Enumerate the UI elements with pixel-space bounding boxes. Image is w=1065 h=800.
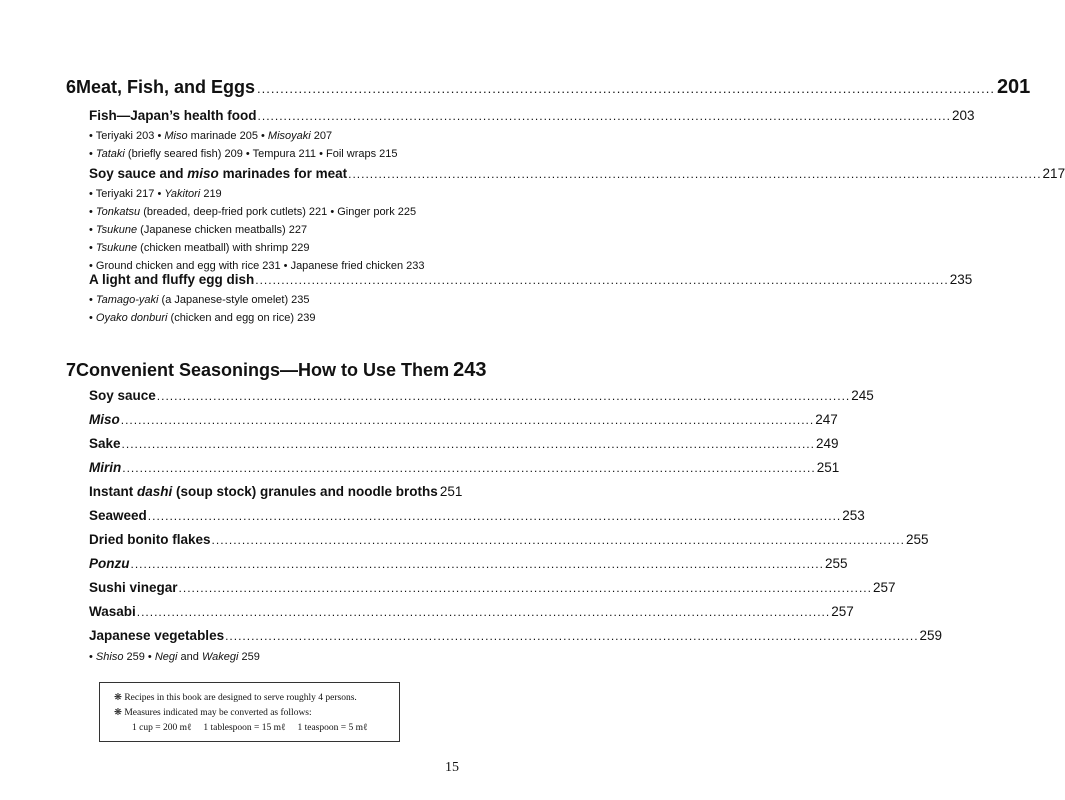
recipe-list [89,291,429,327]
entry-page: 257 [831,604,854,619]
recipe-item: 207 [310,130,333,142]
toc-entry-miso[interactable] [89,412,838,436]
recipe-item-italic: Tsukune [95,242,138,254]
toc-entry-wasabi[interactable] [89,604,854,628]
chapter-page: 243 [453,359,487,381]
conversion-teaspoon: 1 teaspoon = 5 mℓ [297,723,368,733]
entry-page: 249 [815,436,839,451]
section-page: 217 [1042,166,1065,181]
entry-label-italic: Ponzu [89,556,130,571]
recipe-line: • Tsukune (chicken meatball) with shrimp 229 [89,242,310,254]
toc-entry-seaweed[interactable] [89,508,865,532]
label-part: Instant [89,484,138,499]
section-page: 203 [951,108,975,123]
entry-page: 257 [872,580,896,595]
recipe-item-italic: Miso [164,130,188,142]
recipe-line: • Tonkatsu (breaded, deep-fried pork cutlets) 221 • Ginger pork 225 [89,206,417,218]
leader-dots [258,109,951,123]
recipe-item: Teriyaki 203 [95,130,155,142]
leader-dots [157,389,850,403]
chapter-7-heading[interactable] [66,359,487,382]
chapter-page: 201 [996,76,1031,98]
leader-dots [348,167,1041,181]
entry-page: 255 [905,532,929,547]
entry-label [89,556,130,571]
label-part-italic: dashi [137,484,173,499]
recipe-item: 219 [200,188,222,200]
entry-label: Wasabi [89,604,136,619]
entry-label: Sake [89,436,121,451]
recipe-item: (chicken and egg on rice) 239 [167,312,316,324]
recipe-item-italic: Shiso [95,651,124,663]
chapter-title: Convenient Seasonings—How to Use Them [76,360,450,380]
section-title [89,166,347,181]
recipe-list [89,127,429,163]
recipe-item: 259 [123,651,145,663]
section-fish [89,108,975,163]
entry-label: Soy sauce [89,388,156,403]
leader-dots [122,461,815,475]
page-number: 15 [445,760,459,775]
label-part: (soup stock) granules and noodle broths [172,484,438,499]
title-part-italic: miso [187,166,219,181]
recipe-item: (a Japanese-style omelet) 235 [158,294,310,306]
chapter-number: 6 [66,77,77,97]
note-servings: ❋ Recipes in this book are designed to serve roughly 4 persons. [114,693,357,703]
recipe-line: • Ground chicken and egg with rice 231 • Japanese fried chicken 233 [89,260,425,272]
section-marinades [89,166,1065,275]
vegetables-list [89,648,429,666]
recipe-item: Ground chicken and egg with rice 231 [95,260,281,272]
entry-label: Seaweed [89,508,147,523]
section-title: Fish—Japan’s health food [89,108,257,123]
recipe-item-italic: Misoyaki [267,130,311,142]
leader-dots [212,533,905,547]
title-part: marinades for meat [218,166,348,181]
recipe-item: Teriyaki 217 [95,188,155,200]
entry-page: 253 [842,508,865,523]
toc-entry-soy-sauce[interactable] [89,388,874,412]
entry-page: 251 [816,460,840,475]
entry-page: 247 [815,412,838,427]
recipe-item: marinade 205 [187,130,258,142]
leader-dots [225,629,918,643]
recipe-item: (chicken meatball) with shrimp 229 [137,242,310,254]
section-heading[interactable] [89,272,973,287]
recipe-line: • Tsukune (Japanese chicken meatballs) 227 [89,224,308,236]
section-egg-dish [89,272,973,327]
recipe-line: • Tataki (briefly seared fish) 209 • Tempura 211 • Foil wraps 215 [89,148,398,160]
chapter-title: Meat, Fish, and Eggs [76,77,256,97]
recipe-item: Japanese fried chicken 233 [290,260,425,272]
recipe-item-italic: Negi [154,651,178,663]
recipe-item-italic: Wakegi [201,651,239,663]
servings-note-box [99,682,400,742]
recipe-line: • Teriyaki 203 • Miso marinade 205 • Misoyaki 207 [89,130,333,142]
recipe-line: • Shiso 259 • Negi and Wakegi 259 [89,651,260,663]
leader-dots [131,557,824,571]
entry-label: Japanese vegetables [89,628,225,643]
entry-label-italic: Mirin [89,460,122,475]
entry-label: Dried bonito flakes [89,532,211,547]
leader-dots [257,81,995,96]
conversion-tablespoon: 1 tablespoon = 15 mℓ [203,723,286,733]
section-heading[interactable] [89,108,975,123]
toc-entry-ponzu[interactable] [89,556,848,580]
leader-dots [179,581,872,595]
note-conversions [114,721,389,736]
recipe-line: • Teriyaki 217 • Yakitori 219 [89,188,222,200]
leader-dots [137,605,830,619]
entry-page: 255 [824,556,848,571]
leader-dots [255,273,948,287]
entry-label-italic: Miso [89,412,120,427]
entry-page: 245 [851,388,874,403]
title-part: Soy sauce and [89,166,188,181]
entry-label [89,484,438,499]
entry-label [89,460,121,475]
entry-label: Sushi vinegar [89,580,178,595]
chapter-6-heading[interactable] [66,76,1031,99]
section-title: A light and fluffy egg dish [89,272,255,287]
toc-entry-instant-dashi[interactable] [89,484,463,508]
toc-entry-sake[interactable] [89,436,839,460]
recipe-item: Ginger pork 225 [337,206,417,218]
section-page: 235 [949,272,973,287]
section-heading[interactable] [89,166,1065,181]
leader-dots [122,437,815,451]
recipe-item-italic: Tonkatsu [95,206,141,218]
toc-entry-bonito-flakes[interactable] [89,532,929,556]
recipe-item-italic: Yakitori [164,188,201,200]
recipe-item: and [177,651,202,663]
seasonings-list [89,388,943,666]
entry-page: 251 [439,484,463,499]
chapter-number: 7 [66,360,77,380]
recipe-item: Tempura 211 [252,148,317,160]
conversion-cup: 1 cup = 200 mℓ [132,723,192,733]
recipe-item: (briefly seared fish) 209 [124,148,243,160]
toc-entry-sushi-vinegar[interactable] [89,580,896,604]
recipe-item-italic: Tsukune [95,224,138,236]
recipe-item-italic: Tataki [95,148,125,160]
recipe-list [89,185,429,275]
leader-dots [148,509,841,523]
entry-label [89,412,120,427]
recipe-line: • Tamago-yaki (a Japanese-style omelet) 235 [89,294,310,306]
leader-dots [121,413,814,427]
recipe-item: (Japanese chicken meatballs) 227 [137,224,308,236]
recipe-item: (breaded, deep-fried pork cutlets) 221 [140,206,328,218]
recipe-line: • Oyako donburi (chicken and egg on rice) 239 [89,312,316,324]
recipe-item-italic: Tamago-yaki [95,294,159,306]
recipe-item: 259 [238,651,260,663]
recipe-item-italic: Oyako donburi [95,312,168,324]
recipe-item: Foil wraps 215 [326,148,398,160]
entry-page: 259 [919,628,943,643]
note-measures: ❋ Measures indicated may be converted as follows: [114,708,312,718]
toc-entry-mirin[interactable] [89,460,840,484]
